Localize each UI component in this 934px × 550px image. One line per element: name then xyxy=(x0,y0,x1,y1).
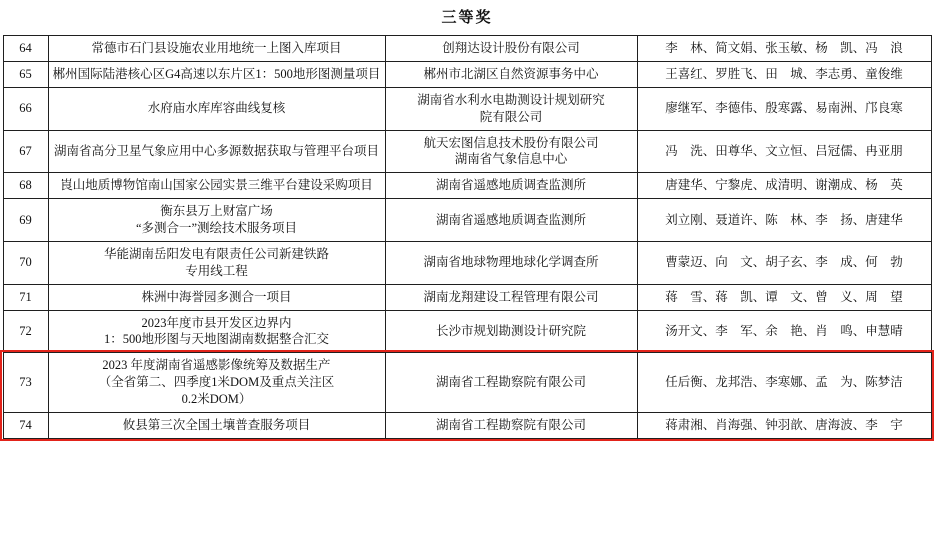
row-unit xyxy=(385,199,637,242)
row-unit xyxy=(385,130,637,173)
row-unit xyxy=(385,36,637,62)
project-line: 0.2米DOM） xyxy=(181,392,252,406)
row-unit xyxy=(385,173,637,199)
table-row xyxy=(3,173,931,199)
project-line: “多测合一”测绘技术服务项目 xyxy=(135,221,298,235)
row-project xyxy=(48,173,385,199)
row-project xyxy=(48,36,385,62)
row-number: 68 xyxy=(3,173,48,199)
row-number: 64 xyxy=(3,36,48,62)
table-row xyxy=(3,241,931,284)
project-line: 专用线工程 xyxy=(185,263,248,278)
page-title: 三等奖 xyxy=(441,10,493,26)
unit-line: 航天宏图信息技术股份有限公司 xyxy=(423,135,599,150)
table-row xyxy=(3,87,931,130)
table-row xyxy=(3,36,931,62)
project-line: 2023年度市县开发区边界内 xyxy=(141,315,292,330)
row-project xyxy=(48,130,385,173)
unit-line: 湖南省水利水电勘测设计规划研究 xyxy=(417,92,605,107)
row-number: 69 xyxy=(3,199,48,242)
table-row xyxy=(3,310,931,353)
table-row xyxy=(3,284,931,310)
unit-line: 长沙市规划勘测设计研究院 xyxy=(435,323,586,338)
row-people: 汤开文、李 军、余 艳、肖 鸣、申慧晴 xyxy=(637,310,931,353)
row-number: 74 xyxy=(3,412,48,438)
unit-line: 湖南省地球物理地球化学调查所 xyxy=(423,255,599,270)
project-line: 崀山地质博物馆南山国家公园实景三维平台建设采购项目 xyxy=(60,178,373,193)
row-people: 任后衡、龙邦浩、李寒娜、孟 为、陈梦洁 xyxy=(637,353,931,413)
row-unit xyxy=(385,353,637,413)
row-project xyxy=(48,241,385,284)
project-line: 水府庙水库库容曲线复核 xyxy=(147,101,286,116)
row-number: 65 xyxy=(3,61,48,87)
row-people: 唐建华、宁黎虎、成清明、谢潮成、杨 英 xyxy=(637,173,931,199)
row-unit xyxy=(385,284,637,310)
row-number: 70 xyxy=(3,241,48,284)
row-people: 李 林、简文娟、张玉敏、杨 凯、冯 浪 xyxy=(637,36,931,62)
project-line: 2023 年度湖南省遥感影像统筹及数据生产 xyxy=(102,358,331,373)
row-number: 72 xyxy=(3,310,48,353)
project-line: 湖南省高分卫星气象应用中心多源数据获取与管理平台项目 xyxy=(53,143,379,158)
row-people: 廖继军、李德伟、殷寒露、易南洲、邝良寒 xyxy=(637,87,931,130)
unit-line: 湖南龙翔建设工程管理有限公司 xyxy=(423,289,599,304)
unit-line: 郴州市北湖区自然资源事务中心 xyxy=(423,66,599,81)
row-people: 冯 洗、田尊华、文立恒、吕冠儒、冉亚朋 xyxy=(637,130,931,173)
unit-line: 院有限公司 xyxy=(479,109,543,124)
row-unit xyxy=(385,412,637,438)
row-people: 曹蒙迈、向 文、胡子玄、李 成、何 勃 xyxy=(637,241,931,284)
row-project xyxy=(48,412,385,438)
table-body xyxy=(3,36,931,439)
row-unit xyxy=(385,310,637,353)
row-project xyxy=(48,284,385,310)
row-project xyxy=(48,353,385,413)
row-project xyxy=(48,310,385,353)
row-people: 王喜红、罗胜飞、田 城、李志勇、童俊维 xyxy=(637,61,931,87)
row-project xyxy=(48,61,385,87)
row-people: 蒋 雪、蒋 凯、谭 文、曾 义、周 望 xyxy=(637,284,931,310)
project-line: 株洲中海誉园多测合一项目 xyxy=(141,289,292,304)
project-line: 1：500地形图与天地图湖南数据整合汇交 xyxy=(103,332,329,347)
project-line: 衡东县万上财富广场 xyxy=(160,204,273,219)
table-row xyxy=(3,412,931,438)
table-row xyxy=(3,199,931,242)
row-unit xyxy=(385,87,637,130)
row-unit xyxy=(385,241,637,284)
row-project xyxy=(48,199,385,242)
row-number: 66 xyxy=(3,87,48,130)
row-project xyxy=(48,87,385,130)
project-line: 华能湖南岳阳发电有限责任公司新建铁路 xyxy=(103,246,329,261)
project-line: 攸县第三次全国土壤普查服务项目 xyxy=(122,417,311,432)
unit-line: 创翔达设计股份有限公司 xyxy=(442,41,580,55)
unit-line: 湖南省遥感地质调查监测所 xyxy=(435,178,586,193)
project-line: （全省第二、四季度1米DOM及重点关注区 xyxy=(98,375,335,390)
table-row xyxy=(3,61,931,87)
row-people: 刘立刚、聂道许、陈 林、李 扬、唐建华 xyxy=(637,199,931,242)
unit-line: 湖南省气象信息中心 xyxy=(454,152,568,167)
award-table xyxy=(3,35,932,439)
row-people: 蒋肃湘、肖海强、钟羽歆、唐海波、李 宇 xyxy=(637,412,931,438)
row-number: 71 xyxy=(3,284,48,310)
unit-line: 湖南省遥感地质调查监测所 xyxy=(435,212,586,227)
row-number: 73 xyxy=(3,353,48,413)
unit-line: 湖南省工程勘察院有限公司 xyxy=(435,417,586,432)
row-unit xyxy=(385,61,637,87)
table-row xyxy=(3,353,931,413)
project-line: 郴州国际陆港核心区G4高速以东片区1：500地形图测量项目 xyxy=(52,66,381,81)
row-number: 67 xyxy=(3,130,48,173)
unit-line: 湖南省工程勘察院有限公司 xyxy=(435,375,586,390)
project-line: 常德市石门县设施农业用地统一上图入库项目 xyxy=(91,41,342,55)
table-row xyxy=(3,130,931,173)
